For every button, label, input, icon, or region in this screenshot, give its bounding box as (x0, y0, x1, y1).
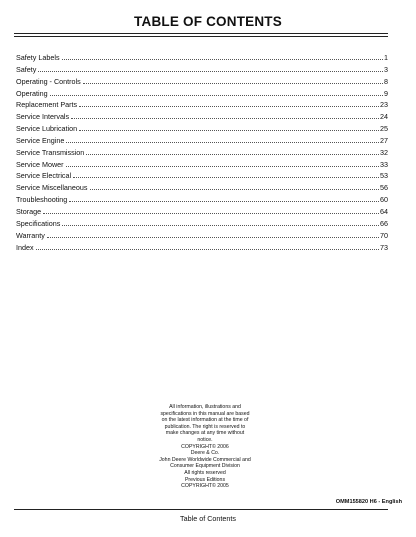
toc-label: Storage (16, 206, 42, 216)
footer-rule (14, 509, 388, 510)
toc-entry-troubleshooting[interactable] (16, 194, 388, 206)
toc-entry-storage[interactable] (16, 206, 388, 218)
title-rule-top (14, 33, 388, 34)
copyright-notice (140, 404, 270, 490)
notice-line: Consumer Equipment Division (170, 463, 240, 470)
title-rule-bottom (14, 36, 388, 37)
notice-line: All information, illustrations and (169, 404, 241, 410)
toc-label: Service Mower (16, 159, 64, 169)
dot-leader (47, 236, 379, 238)
toc-entry-safety[interactable] (16, 64, 388, 76)
dot-leader (86, 153, 379, 155)
toc-entry-service-mower[interactable] (16, 159, 388, 171)
toc-label: Service Lubrication (16, 124, 78, 134)
toc-entry-safety-labels[interactable] (16, 52, 388, 64)
document-code: OMM155820 H6 - English (335, 499, 402, 505)
toc-label: Troubleshooting (16, 195, 68, 205)
toc-page-number: 32 (380, 147, 388, 157)
toc-entry-service-intervals[interactable] (16, 111, 388, 123)
toc-page-number: 66 (380, 218, 388, 228)
dot-leader (69, 200, 379, 202)
toc-page-number: 8 (384, 76, 388, 86)
toc-entry-service-miscellaneous[interactable] (16, 182, 388, 194)
toc-label: Service Transmission (16, 147, 85, 157)
toc-page-number: 23 (380, 100, 388, 110)
notice-line: COPYRIGHT© 2005 (181, 483, 229, 490)
toc-label: Service Electrical (16, 171, 72, 181)
dot-leader (73, 176, 379, 178)
dot-leader (50, 94, 383, 96)
dot-leader (90, 188, 379, 190)
footer-title: Table of Contents (180, 514, 236, 523)
toc-entry-warranty[interactable] (16, 230, 388, 242)
toc-label: Index (16, 242, 34, 252)
dot-leader (36, 248, 379, 250)
toc-entry-index[interactable] (16, 242, 388, 254)
toc-label: Safety Labels (16, 53, 60, 62)
notice-line: COPYRIGHT© 2006 (181, 443, 229, 450)
toc-page-number: 25 (380, 124, 388, 134)
dot-leader (66, 141, 379, 143)
toc-page-number: 1 (384, 53, 388, 62)
notice-line: publication. The right is reserved to (164, 423, 246, 430)
toc-label: Service Intervals (16, 112, 70, 122)
toc-entry-operating-controls[interactable] (16, 76, 388, 88)
dot-leader (79, 105, 379, 107)
toc-label: Operating (16, 88, 48, 98)
toc-label: Operating - Controls (16, 76, 81, 86)
notice-line: Previous Editions (184, 476, 226, 483)
toc-page-number: 24 (380, 112, 388, 122)
toc-label: Service Miscellaneous (16, 183, 88, 193)
toc-entry-service-lubrication[interactable] (16, 123, 388, 135)
dot-leader (79, 129, 379, 131)
notice-line: on the latest information at the time of (161, 417, 249, 424)
toc-label: Service Engine (16, 135, 65, 145)
toc-page-number: 3 (384, 64, 388, 74)
dot-leader (71, 117, 379, 119)
notice-line: notice. (197, 436, 213, 443)
toc-page-number: 73 (380, 242, 388, 252)
dot-leader (62, 58, 383, 60)
toc-label: Safety (16, 64, 37, 74)
dot-leader (66, 165, 379, 167)
toc-page-number: 53 (380, 171, 388, 181)
toc-entry-service-transmission[interactable] (16, 147, 388, 159)
toc-entry-replacement-parts[interactable] (16, 99, 388, 111)
toc-entry-specifications[interactable] (16, 218, 388, 230)
toc-entry-operating[interactable] (16, 88, 388, 100)
toc-label: Warranty (16, 230, 45, 240)
notice-line: All rights reserved (184, 469, 226, 476)
notice-line: John Deere Worldwide Commercial and (159, 456, 251, 463)
dot-leader (43, 212, 379, 214)
toc-entry-service-engine[interactable] (16, 135, 388, 147)
toc-page-number: 33 (380, 159, 388, 169)
notice-line: specifications in this manual are based (160, 410, 250, 417)
toc-page-number: 27 (380, 135, 388, 145)
toc-page-number: 70 (380, 230, 388, 240)
toc-list (16, 52, 388, 253)
page-title: TABLE OF CONTENTS (134, 14, 282, 29)
toc-page-number: 64 (380, 206, 388, 216)
notice-line: make changes at any time without (165, 430, 245, 437)
dot-leader (62, 224, 379, 226)
dot-leader (38, 70, 383, 72)
notice-line: Deere & Co. (190, 450, 220, 457)
toc-page-number: 56 (380, 183, 388, 193)
toc-label: Replacement Parts (16, 100, 78, 110)
toc-page-number: 60 (380, 195, 388, 205)
toc-page-number: 9 (384, 88, 388, 98)
dot-leader (83, 82, 383, 84)
toc-entry-service-electrical[interactable] (16, 170, 388, 182)
toc-label: Specifications (16, 218, 61, 228)
